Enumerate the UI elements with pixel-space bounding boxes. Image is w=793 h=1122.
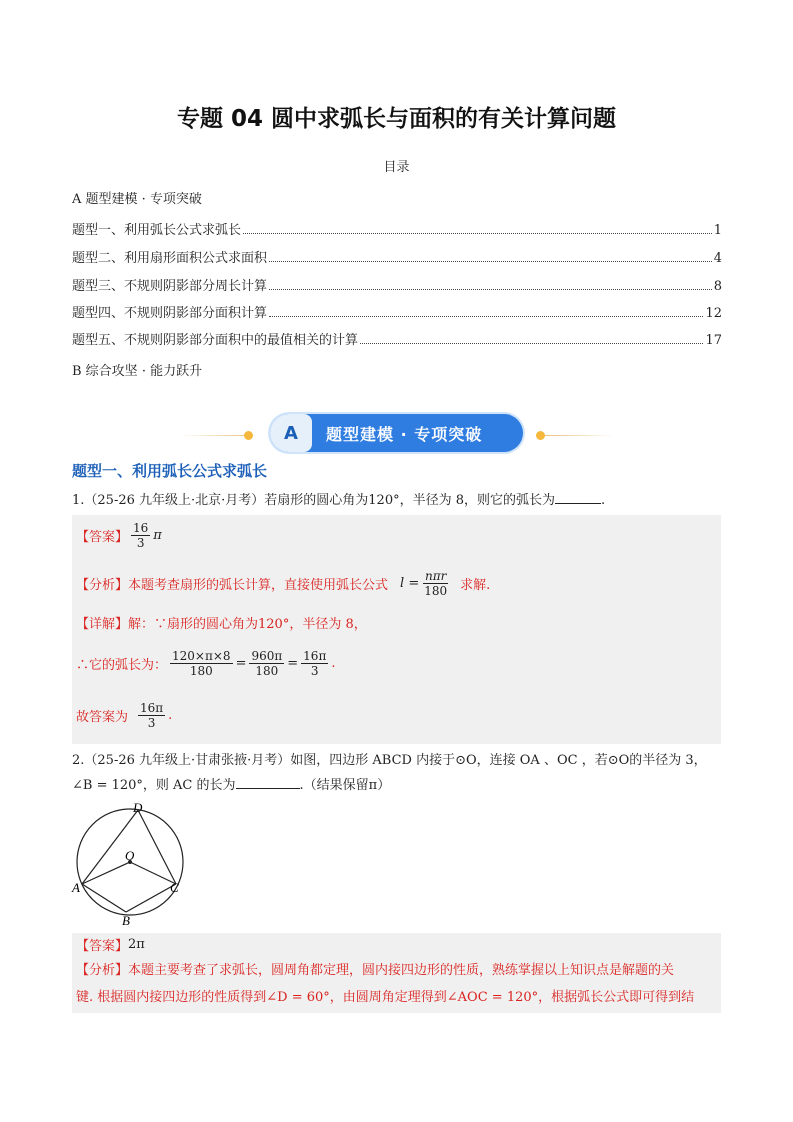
toc-item-label: 题型一、利用弧长公式求弧长 <box>72 223 242 238</box>
question-2-line2 <box>72 776 390 795</box>
question-1-text: 1.（25-26 九年级上·北京·月考）若扇形的圆心角为120°，半径为 8，则它的弧长为 <box>72 493 555 508</box>
detail-row <box>76 613 367 632</box>
toc-item-page: 12 <box>705 306 722 321</box>
toc-item-label: 题型二、利用扇形面积公式求面积 <box>72 251 268 266</box>
step-f3-num: 16π <box>303 649 327 663</box>
circle-figure <box>70 800 190 930</box>
analysis-line-1: 本题主要考查了求弧长，圆周角都定理，圆内接四边形的性质，熟练掌握以上知识点是解题的关 <box>128 963 675 978</box>
segment-da <box>82 810 138 884</box>
toc-section-b: B 综合攻坚 · 能力跃升 <box>72 364 203 379</box>
label-c: C <box>170 880 179 895</box>
toc-item[interactable] <box>72 329 722 347</box>
final-fraction <box>138 701 165 730</box>
toc-item[interactable] <box>72 219 722 237</box>
equals-sign: = <box>287 656 299 671</box>
formula-denominator: 180 <box>424 584 448 598</box>
analysis-tag: 【分析】 <box>76 578 129 593</box>
toc-item-page: 4 <box>713 251 722 266</box>
analysis-row <box>76 569 490 598</box>
step-f3-den: 3 <box>310 664 319 678</box>
question-2-line1: 2.（25-26 九年级上·甘肃张掖·月考）如图，四边形 ABCD 内接于⊙O，连接 OA 、OC ，若⊙O的半径为 3， <box>72 753 707 768</box>
equals-sign: = <box>235 656 247 671</box>
answer-blank <box>236 776 300 789</box>
answer-pi: π <box>153 528 162 543</box>
answer-fraction <box>131 521 150 550</box>
step-f1-num: 120×π×8 <box>172 649 231 663</box>
final-den: 3 <box>147 716 156 730</box>
toc-item[interactable] <box>72 302 722 320</box>
banner-dot-left <box>244 431 253 440</box>
page-title: 专题 04 圆中求弧长与面积的有关计算问题 <box>176 106 617 132</box>
toc-heading: 目录 <box>383 160 410 175</box>
question-1 <box>72 491 605 510</box>
label-d: D <box>133 800 143 815</box>
step-f1-den: 180 <box>189 664 213 678</box>
final-end: . <box>168 708 173 723</box>
label-a: A <box>72 880 80 895</box>
banner-line-right <box>545 435 615 436</box>
answer-tag: 【答案】 <box>76 530 129 545</box>
analysis-text: 本题考查扇形的弧长计算，直接使用弧长公式 <box>128 578 389 593</box>
detail-text: 解：∵扇形的圆心角为120°，半径为 8， <box>128 617 367 632</box>
banner-text: 题型建模 · 专项突破 <box>326 424 483 444</box>
toc-item[interactable] <box>72 247 722 265</box>
answer-row <box>76 521 162 550</box>
step-row <box>76 649 335 678</box>
analysis-end: 求解. <box>460 578 491 593</box>
toc-item-page: 8 <box>713 279 722 294</box>
step-fraction-3 <box>301 649 328 678</box>
answer-numerator: 16 <box>133 521 149 535</box>
final-num: 16π <box>140 701 164 715</box>
step-fraction-1 <box>170 649 233 678</box>
step-f2-num: 960π <box>251 649 283 663</box>
banner-line-left <box>180 435 250 436</box>
final-row <box>76 701 172 730</box>
segment-oa <box>82 862 130 884</box>
step-fraction-2 <box>249 649 284 678</box>
label-o: O <box>125 848 135 863</box>
final-lead: 故答案为 <box>76 710 129 725</box>
answer-value: 2π <box>128 937 145 952</box>
analysis-paragraph <box>76 957 716 1011</box>
answer-blank <box>555 491 601 504</box>
toc-item-page: 17 <box>705 333 722 348</box>
question-1-end: . <box>601 493 606 508</box>
toc-item-label: 题型三、不规则阴影部分周长计算 <box>72 279 268 294</box>
segment-dc <box>138 810 176 884</box>
formula-lhs: l = <box>400 576 420 591</box>
section-banner <box>270 414 523 452</box>
toc-section-a: A 题型建模 · 专项突破 <box>72 192 202 207</box>
toc-item-label: 题型五、不规则阴影部分面积中的最值相关的计算 <box>72 333 359 348</box>
banner-badge: A <box>270 414 312 452</box>
arc-formula <box>422 569 449 598</box>
answer-row <box>76 935 145 954</box>
toc-item-page: 1 <box>713 223 722 238</box>
answer-denominator: 3 <box>136 536 145 550</box>
step-end: . <box>331 656 336 671</box>
analysis-tag: 【分析】 <box>76 963 129 978</box>
step-f2-den: 180 <box>255 664 279 678</box>
step-lead: ∴它的弧长为： <box>76 658 168 673</box>
question-2-end: .（结果保留π） <box>299 778 391 793</box>
label-b: B <box>122 913 130 928</box>
question-1-solution <box>72 515 721 744</box>
analysis-line-2: 键. 根据圆内接四边形的性质得到∠D = 60°，由圆周角定理得到∠AOC = 120°，根据弧长公式即可得到结 <box>76 990 695 1005</box>
question-2-text: ∠B = 120°，则 AC 的长为 <box>72 778 236 793</box>
answer-tag: 【答案】 <box>76 939 129 954</box>
toc-item-label: 题型四、不规则阴影部分面积计算 <box>72 306 268 321</box>
toc-item[interactable] <box>72 275 722 293</box>
section-heading: 题型一、利用弧长公式求弧长 <box>72 462 268 480</box>
question-2-solution <box>72 933 721 1013</box>
detail-tag: 【详解】 <box>76 617 129 632</box>
banner-dot-right <box>536 431 545 440</box>
formula-numerator: nπr <box>424 569 447 583</box>
